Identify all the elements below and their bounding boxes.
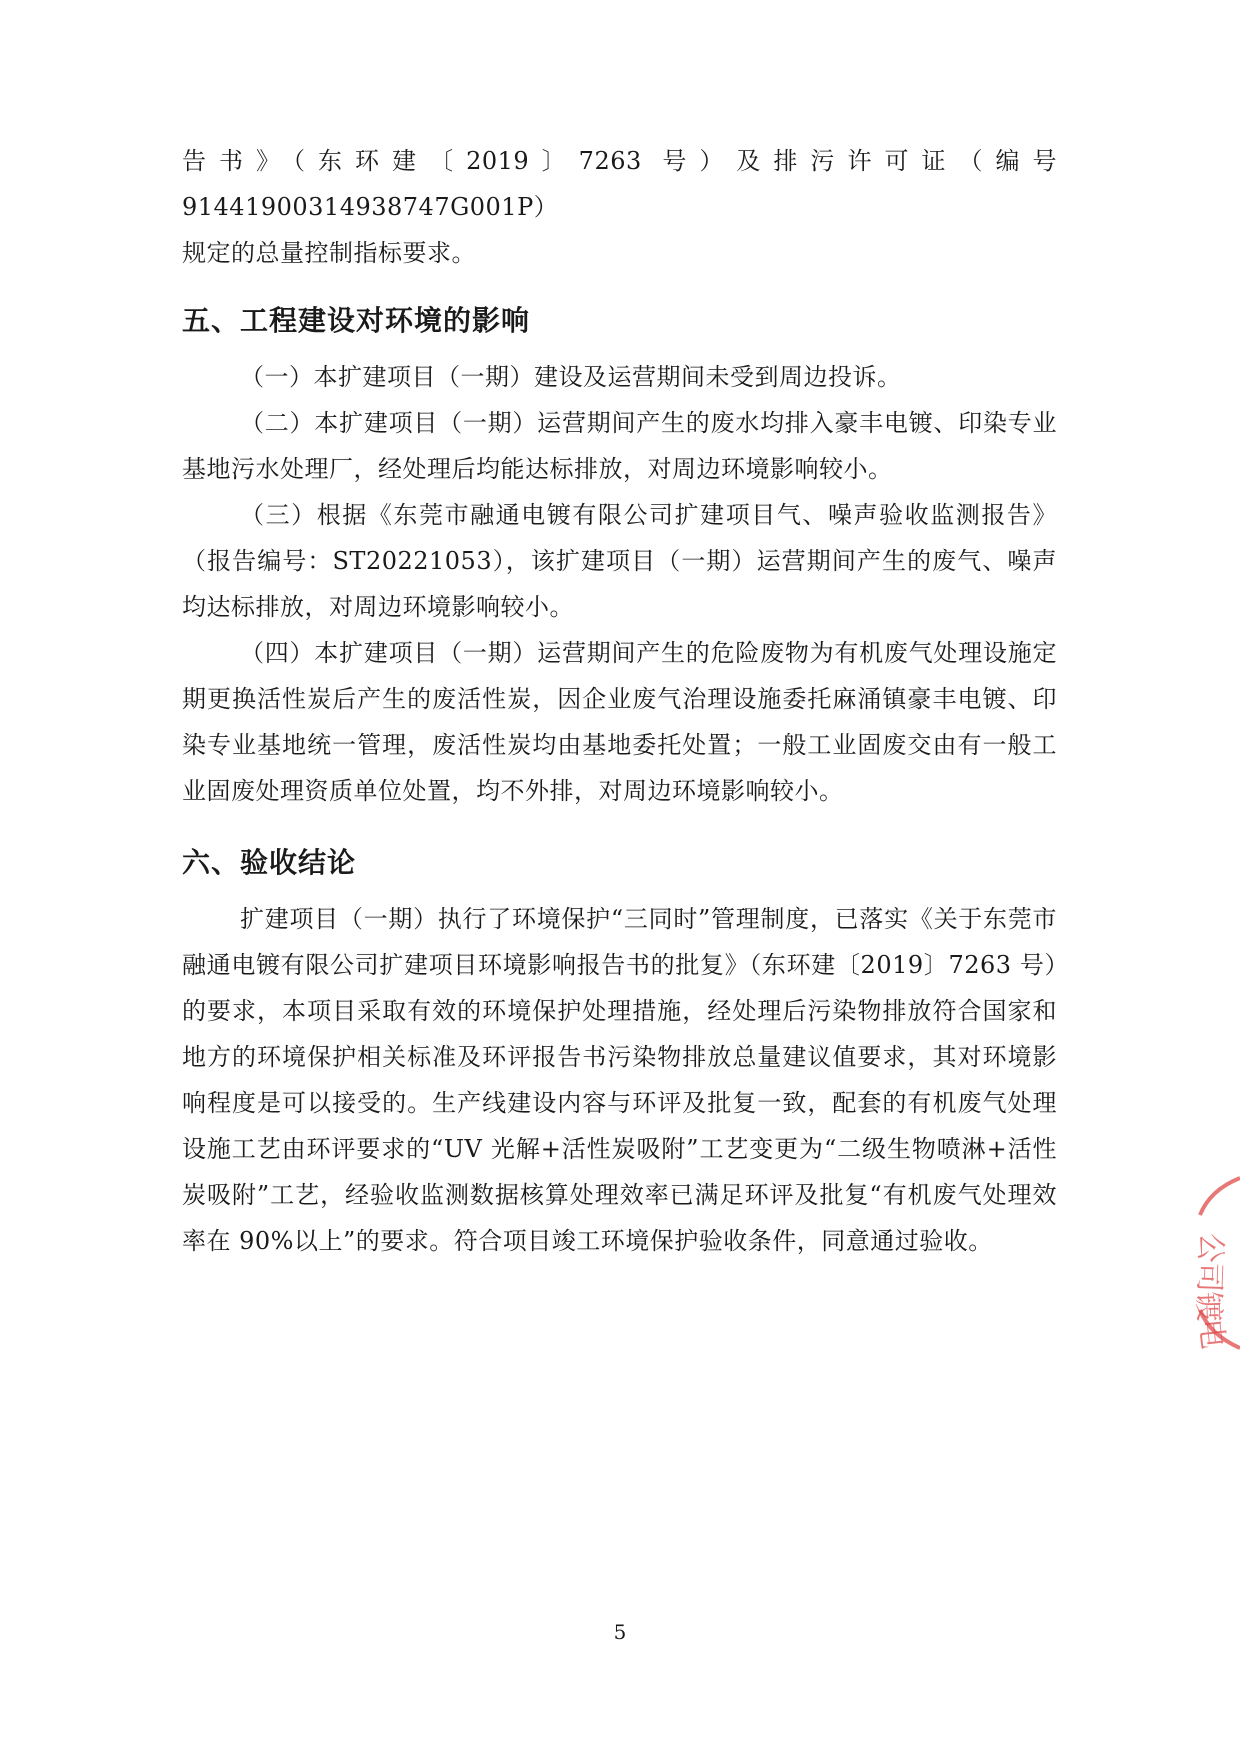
- intro-line-1: 告书》（东环建〔2019〕7263 号）及排污许可证（编号 91441900314938747G001P）: [182, 147, 1057, 221]
- seal-char-2: 司: [1190, 1261, 1227, 1293]
- section-5-item-3: （三）根据《东莞市融通电镀有限公司扩建项目气、噪声验收监测报告》（报告编号：ST20221053），该扩建项目（一期）运营期间产生的废气、噪声均达标排放，对周边环境影响较小。: [182, 501, 1057, 621]
- seal-char-1: 公: [1191, 1231, 1229, 1265]
- section-5-item-4: （四）本扩建项目（一期）运营期间产生的危险废物为有机废气处理设施定期更换活性炭后产生的废活性炭，因企业废气治理设施委托麻涌镇豪丰电镀、印染专业基地统一管理，废活性炭均由基地委托处置；一般工业固废交由有一般工业固废处理资质单位处置，均不外排，对周边环境影响较小。: [182, 639, 1057, 805]
- section-6-heading: 六、验收结论: [182, 846, 357, 879]
- section-5-heading: 五、工程建设对环境的影响: [182, 304, 531, 337]
- section-5-item-1: （一）本扩建项目（一期）建设及运营期间未受到周边投诉。: [240, 363, 902, 391]
- seal-char-4: 电: [1192, 1317, 1230, 1351]
- seal-char-3: 镀: [1190, 1291, 1227, 1323]
- section-6-body: 扩建项目（一期）执行了环境保护“三同时”管理制度，已落实《关于东莞市融通电镀有限公司扩建项目环境影响报告书的批复》（东环建〔2019〕7263 号）的要求，本项目采取有效的环境保护处理措施，经处理后污染物排放符合国家和地方的环境保护相关标准及环评报告书污染物排放总量建议值要求，其对环境影响程度是可以接受的。生产线建设内容与环评及批复一致，配套的有机废气处理设施工艺由环评要求的“UV 光解+活性炭吸附”工艺变更为“二级生物喷淋+活性炭吸附”工艺，经验收监测数据核算处理效率已满足环评及批复“有机废气处理效率在 90%以上”的要求。符合项目竣工环境保护验收条件，同意通过验收。: [182, 905, 1057, 1255]
- intro-line-2: 规定的总量控制指标要求。: [182, 239, 476, 267]
- seal-graphic: [1170, 1170, 1240, 1355]
- company-seal-stamp: [1170, 1170, 1240, 1355]
- page-number: 5: [613, 1620, 627, 1644]
- section-5-item-2: （二）本扩建项目（一期）运营期间产生的废水均排入豪丰电镀、印染专业基地污水处理厂，经处理后均能达标排放，对周边环境影响较小。: [182, 409, 1057, 483]
- document-body: [182, 138, 1057, 1264]
